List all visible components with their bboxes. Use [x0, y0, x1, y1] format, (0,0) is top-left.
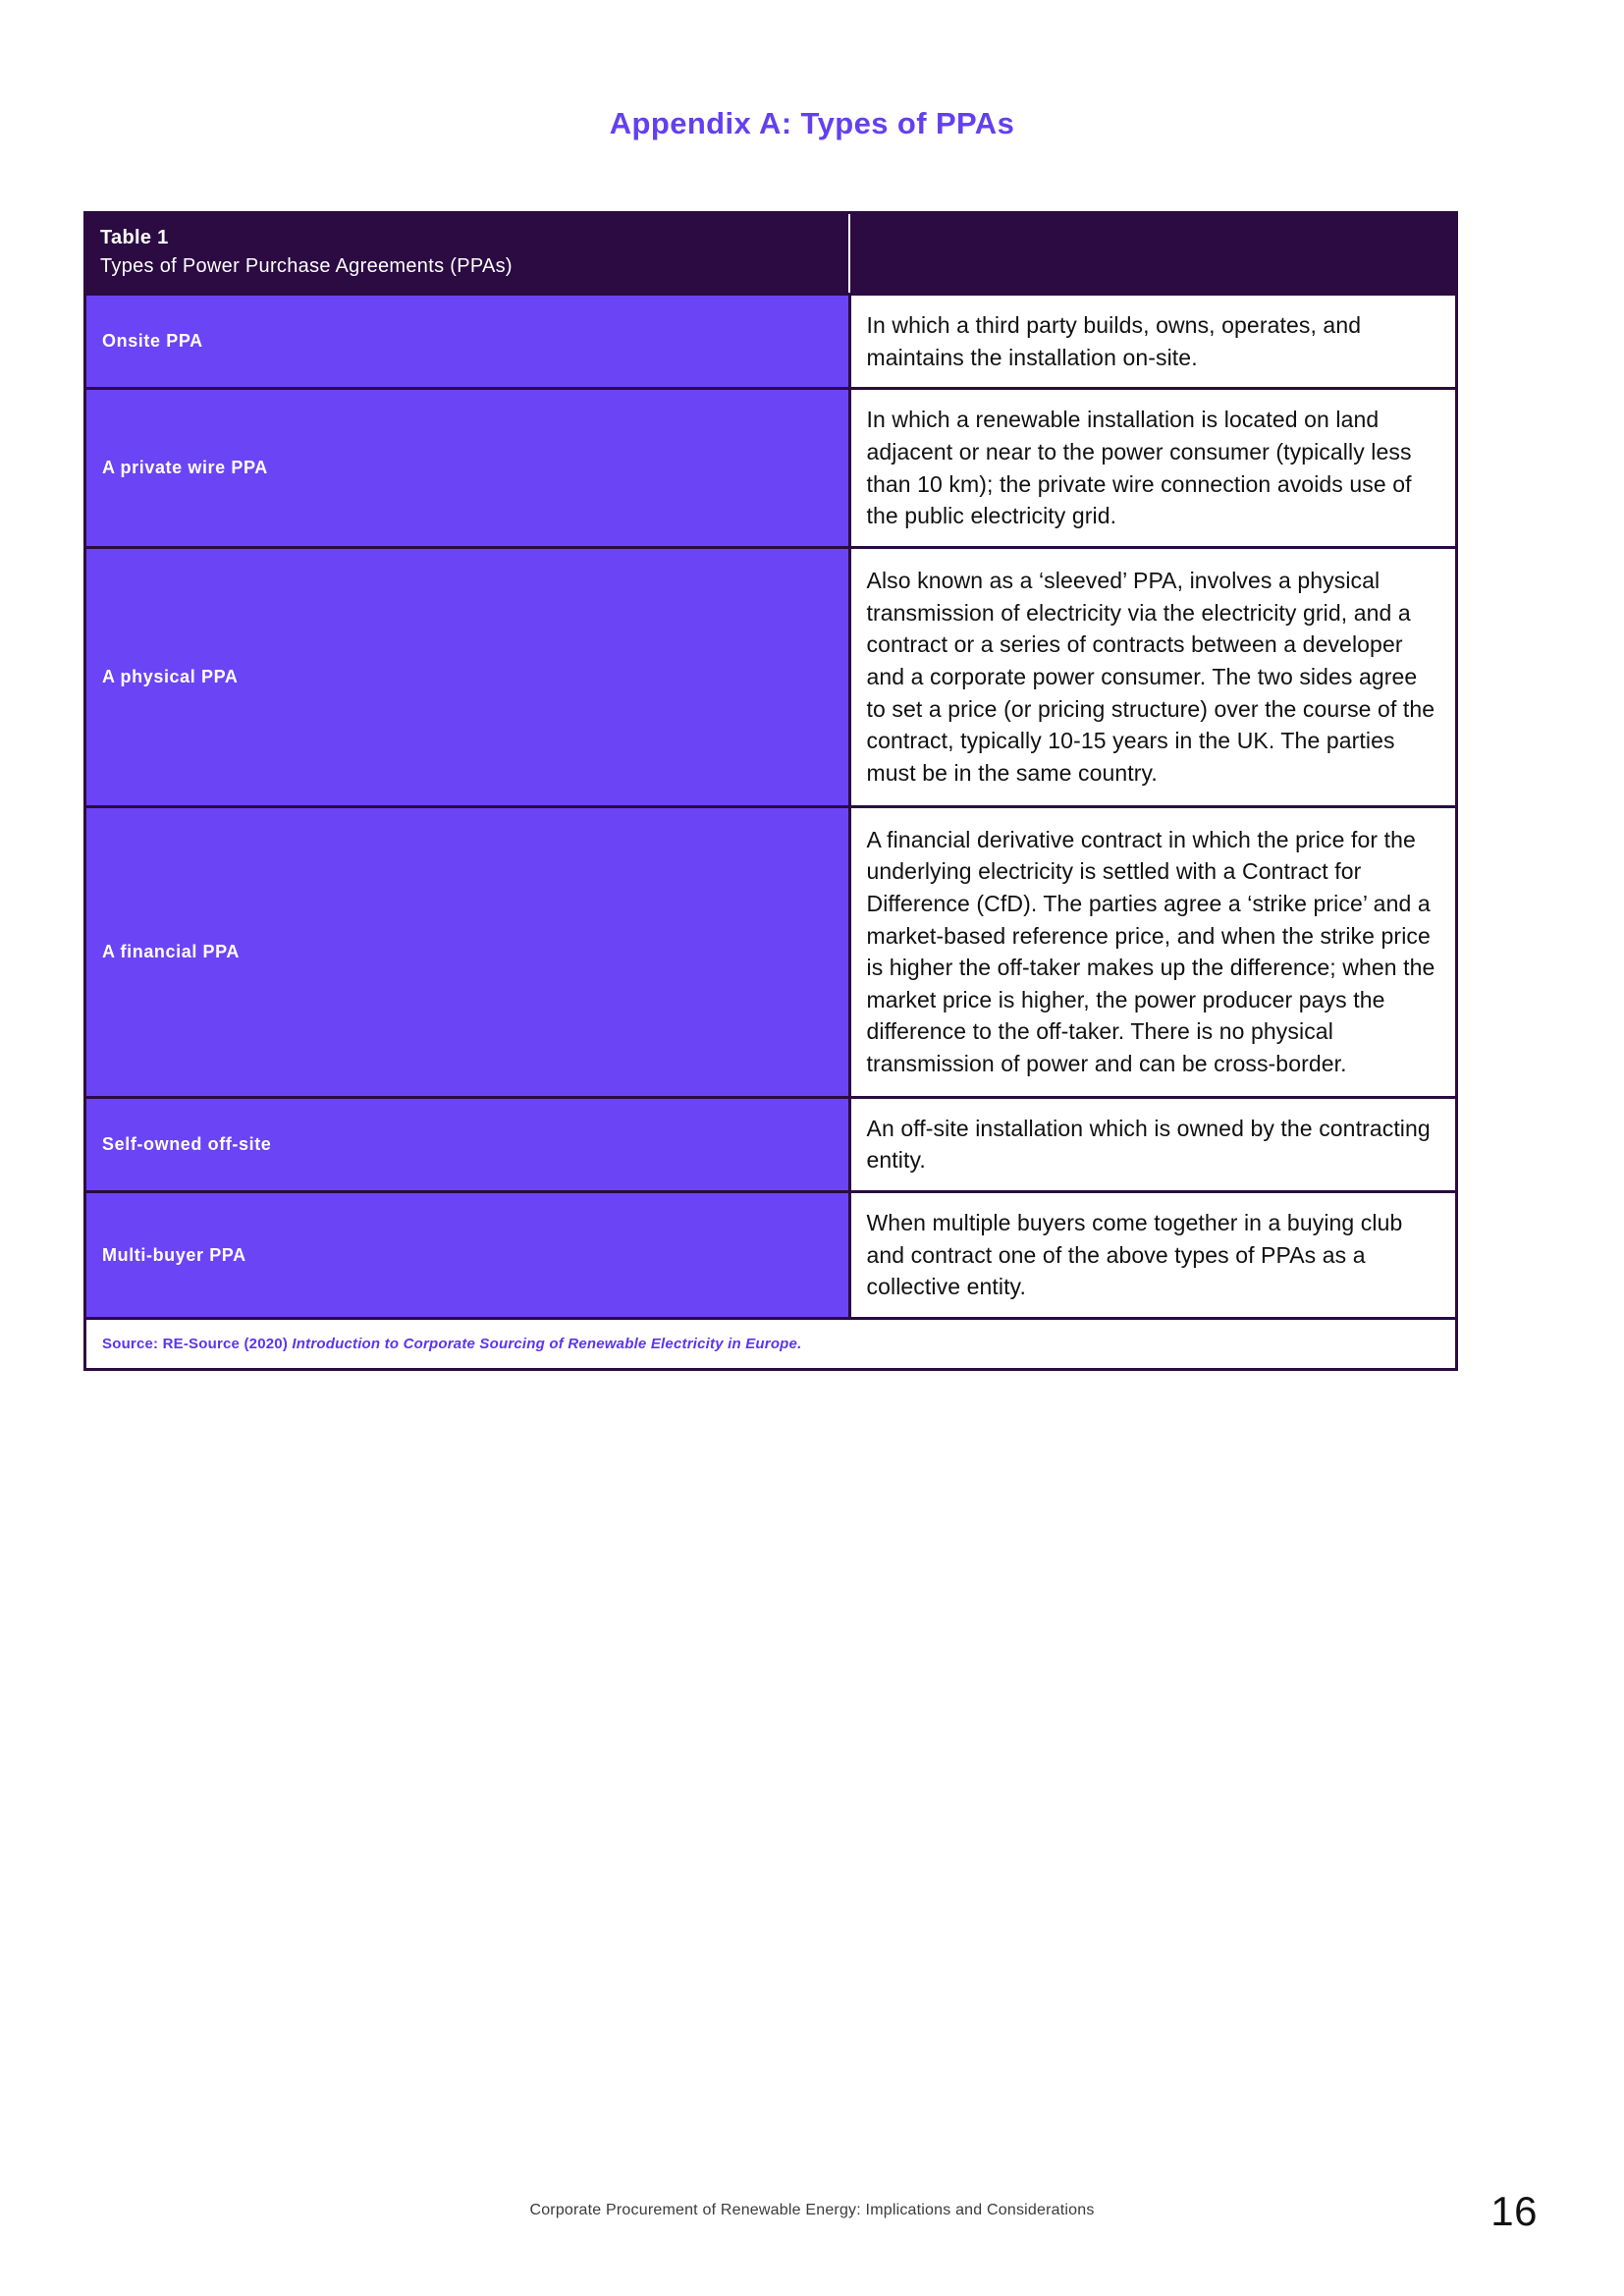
table-row — [86, 389, 1455, 548]
table-source-row — [86, 1319, 1455, 1369]
ppa-term-financial: A financial PPA — [86, 806, 849, 1097]
table-header-row — [86, 214, 1455, 295]
table-row — [86, 547, 1455, 806]
ppa-description-financial: A financial derivative contract in which the price for the underlying electricity is settled with a Contract for Difference (CfD). The parties agree a ‘strike price’ and a market-based reference price, and when the strike price is higher the off-taker makes up the difference; when the market price is higher, the power producer pays the difference to the off-taker. There is no physical transmission of power and can be cross-border. — [849, 806, 1455, 1097]
footer-document-title: Corporate Procurement of Renewable Energy: Implications and Considerations — [529, 2202, 1095, 2218]
ppa-description-private-wire: In which a renewable installation is located on land adjacent or near to the power consumer (typically less than 10 km); the private wire connection avoids use of the public electricity grid. — [849, 389, 1455, 548]
table-header-right-cell — [849, 214, 1455, 295]
table-row — [86, 295, 1455, 389]
ppa-term-self-owned-off-site: Self-owned off-site — [86, 1097, 849, 1191]
ppa-term-private-wire: A private wire PPA — [86, 389, 849, 548]
table-row — [86, 1097, 1455, 1191]
source-prefix: Source: RE-Source (2020) — [102, 1336, 293, 1353]
table-label: Table 1 — [100, 227, 169, 248]
page-number: 16 — [1490, 2188, 1538, 2234]
table-header-left-cell — [86, 214, 849, 295]
table-caption: Types of Power Purchase Agreements (PPAs) — [100, 255, 513, 277]
ppa-description-self-owned-off-site: An off-site installation which is owned by the contracting entity. — [849, 1097, 1455, 1191]
page-title: Appendix A: Types of PPAs — [609, 106, 1015, 140]
ppa-term-physical: A physical PPA — [86, 547, 849, 806]
ppa-table-container — [83, 211, 1458, 1371]
ppa-term-onsite: Onsite PPA — [86, 295, 849, 389]
table-source-cell — [86, 1319, 1455, 1369]
ppa-description-multi-buyer: When multiple buyers come together in a buying club and contract one of the above types of PPAs as a collective entity. — [849, 1192, 1455, 1319]
ppa-description-physical: Also known as a ‘sleeved’ PPA, involves a physical transmission of electricity via the electricity grid, and a contract or a series of contracts between a developer and a corporate power consumer. The two sides agree to set a price (or pricing structure) over the course of the contract, typically 10-15 years in the UK. The parties must be in the same country. — [849, 547, 1455, 806]
ppa-description-onsite: In which a third party builds, owns, operates, and maintains the installation on-site. — [849, 295, 1455, 389]
ppa-term-multi-buyer: Multi-buyer PPA — [86, 1192, 849, 1319]
source-publication-title: Introduction to Corporate Sourcing of Renewable Electricity in Europe. — [292, 1336, 802, 1353]
ppa-table — [86, 214, 1455, 1368]
table-row — [86, 1192, 1455, 1319]
table-row — [86, 806, 1455, 1097]
